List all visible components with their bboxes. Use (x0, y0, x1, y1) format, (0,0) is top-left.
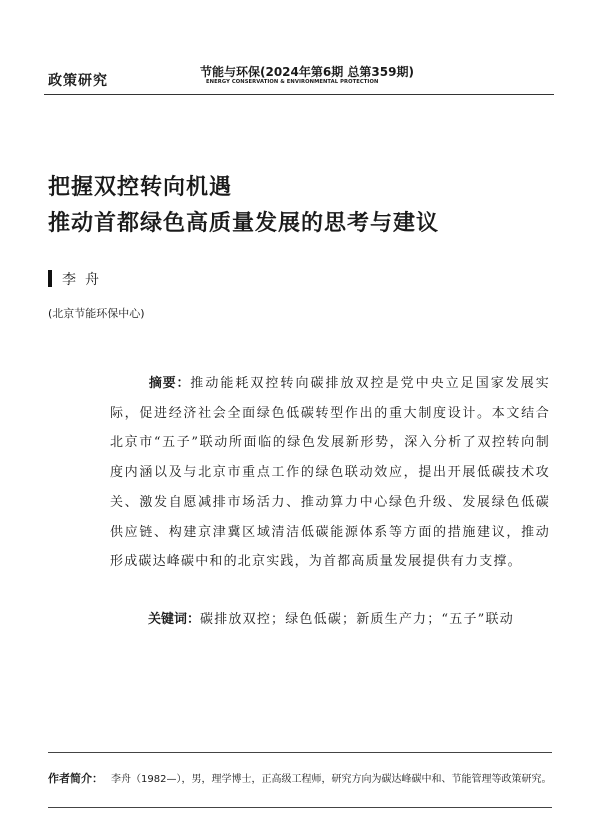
footnote-rule-bottom (48, 807, 552, 808)
footnote-rule-top (48, 752, 552, 753)
keywords-text: 碳排放双控；绿色低碳；新质生产力；“五子”联动 (200, 612, 514, 627)
article-title-line-1: 把握双控转向机遇 (48, 175, 233, 200)
abstract (110, 369, 550, 577)
keywords-label: 关键词： (148, 612, 201, 627)
journal-title: 节能与环保(2024年第6期 总第359期) (200, 65, 414, 79)
author-name: 李舟 (62, 272, 108, 288)
section-label: 政策研究 (48, 73, 108, 89)
author-bio (48, 770, 554, 788)
author-affiliation: (北京节能环保中心) (48, 307, 145, 320)
author-marker-bar (48, 270, 52, 287)
author-bio-label: 作者简介： (48, 772, 103, 785)
article-title-line-2: 推动首都绿色高质量发展的思考与建议 (48, 211, 440, 236)
header-rule (44, 94, 554, 95)
keywords (148, 608, 514, 627)
abstract-label: 摘要： (148, 376, 191, 391)
journal-title-english: ENERGY CONSERVATION & ENVIRONMENTAL PROTECTION (206, 79, 379, 85)
abstract-text: 推动能耗双控转向碳排放双控是党中央立足国家发展实际，促进经济社会全面绿色低碳转型作出的重大制度设计。本文结合北京市“五子”联动所面临的绿色发展新形势，深入分析了双控转向制度内涵以及与北京市重点工作的绿色联动效应，提出开展低碳技术攻关、激发自愿减排市场活力、推动算力中心绿色升级、发展绿色低碳供应链、构建京津冀区域清洁低碳能源体系等方面的措施建议，推动形成碳达峰碳中和的北京实践，为首都高质量发展提供有力支撑。 (110, 376, 550, 570)
author-bio-text: 李舟（1982—），男，理学博士，正高级工程师，研究方向为碳达峰碳中和、节能管理等政策研究。 (111, 774, 552, 785)
